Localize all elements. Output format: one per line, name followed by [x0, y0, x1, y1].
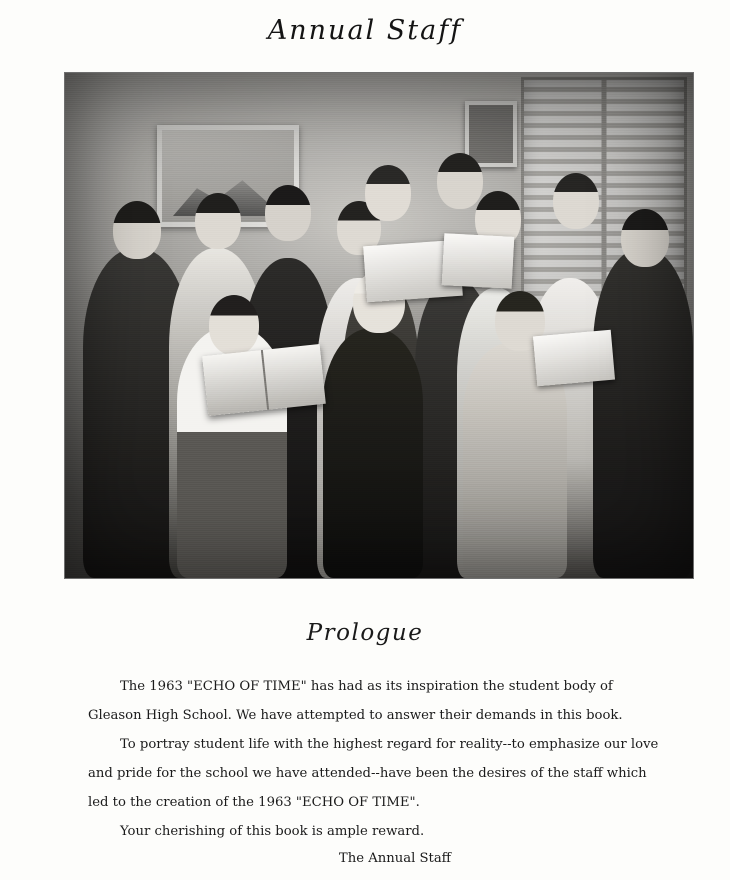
held-paper [533, 330, 615, 387]
student-figure [323, 328, 423, 578]
student-head [365, 165, 411, 221]
held-paper [442, 233, 515, 289]
prologue-signature: The Annual Staff [338, 851, 452, 866]
prologue-paragraph: Your cherishing of this book is ample reward. [120, 824, 425, 839]
student-figure [593, 248, 693, 578]
student-head [621, 209, 669, 267]
prologue-body [88, 672, 668, 846]
student-head [265, 185, 311, 241]
open-book [202, 344, 326, 416]
page-title: Annual Staff [267, 15, 463, 46]
prologue-paragraph: The 1963 "ECHO OF TIME" has had as its inspiration the student body of Gleason High School. We have attempted to answer their demands in this book. [88, 679, 623, 723]
student-head [195, 193, 241, 249]
student-head [437, 153, 483, 209]
student-head [553, 173, 599, 229]
prologue-heading: Prologue [306, 620, 424, 646]
annual-staff-photo [65, 73, 693, 578]
student-head [209, 295, 259, 355]
student-head [113, 201, 161, 259]
prologue-paragraph: To portray student life with the highest regard for reality--to emphasize our love and pride for the school we have attended--have been the desires of the staff which led to the creation of the 1963 "ECHO OF TIME". [88, 737, 659, 810]
